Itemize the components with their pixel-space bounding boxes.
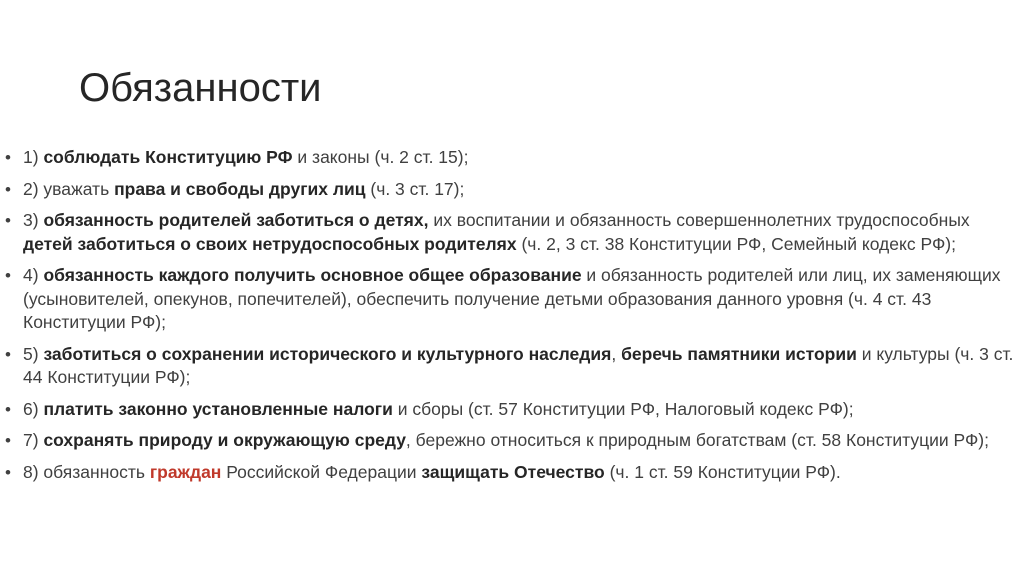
bold-text: обязанность каждого получить основное общее образование: [43, 265, 582, 285]
bold-text: платить законно установленные налоги: [43, 398, 393, 419]
duties-list: [0, 146, 1024, 492]
bold-text: обязанность родителей заботиться о детях,: [43, 210, 429, 230]
item-text: и законы (ч. 2 ст. 15);: [292, 147, 469, 167]
bold-text: соблюдать Конституцию РФ: [43, 147, 293, 167]
item-text: и культуры (ч. 3 ст. 44 Конституции РФ);: [23, 343, 1014, 387]
bullet-icon: •: [5, 211, 11, 230]
item-text: 5): [23, 343, 44, 364]
item-text: Российской Федерации: [221, 461, 422, 482]
bold-text: права и свободы других лиц: [114, 178, 366, 199]
bullet-icon: •: [5, 179, 11, 199]
list-item: [0, 429, 1024, 453]
item-text: и сборы (ст. 57 Конституции РФ, Налоговый кодекс РФ);: [392, 398, 854, 419]
list-item: [0, 461, 1024, 485]
highlighted-text: граждан: [149, 461, 222, 482]
item-text: (ч. 3 ст. 17);: [365, 178, 465, 199]
bold-text: защищать Отечество: [421, 461, 605, 482]
item-text: ,: [611, 343, 622, 364]
list-item: [0, 343, 1024, 390]
item-text: 4): [23, 265, 44, 285]
item-text: их воспитании и обязанность совершеннолетних трудоспособных: [428, 210, 970, 230]
item-text: 3): [23, 210, 44, 230]
item-text: (ч. 2, 3 ст. 38 Конституции РФ, Семейный кодекс РФ);: [516, 233, 956, 254]
item-text: , бережно относиться к природным богатствам (ст. 58 Конституции РФ);: [405, 430, 989, 450]
bullet-icon: •: [5, 266, 11, 285]
list-item: [0, 178, 1024, 202]
bullet-icon: •: [5, 431, 11, 450]
bullet-icon: •: [5, 399, 11, 419]
item-text: 7): [23, 430, 44, 450]
slide-title: Обязанности: [79, 66, 322, 110]
list-item: [0, 264, 1024, 335]
item-text: 2) уважать: [23, 178, 115, 199]
bold-text: детей заботиться о своих нетрудоспособных родителях: [23, 233, 517, 254]
item-text: и обязанность родителей или лиц, их заменяющих (усыновителей, опекунов, попечителей), обеспечить получение детьми образования данного уровня (ч. 4 ст. 43 Конституции РФ);: [23, 265, 1001, 332]
list-item: [0, 146, 1024, 170]
bold-text: сохранять природу и окружающую среду: [43, 430, 406, 450]
bullet-icon: •: [5, 462, 11, 482]
bold-text: заботиться о сохранении исторического и культурного наследия: [43, 343, 612, 364]
bullet-icon: •: [5, 148, 11, 167]
item-text: (ч. 1 ст. 59 Конституции РФ).: [604, 461, 841, 482]
item-text: 6): [23, 398, 44, 419]
item-text: 8) обязанность: [23, 461, 150, 482]
list-item: [0, 398, 1024, 422]
bullet-icon: •: [5, 344, 11, 364]
bold-text: беречь памятники истории: [621, 343, 857, 364]
item-text: 1): [23, 147, 44, 167]
list-item: [0, 209, 1024, 256]
